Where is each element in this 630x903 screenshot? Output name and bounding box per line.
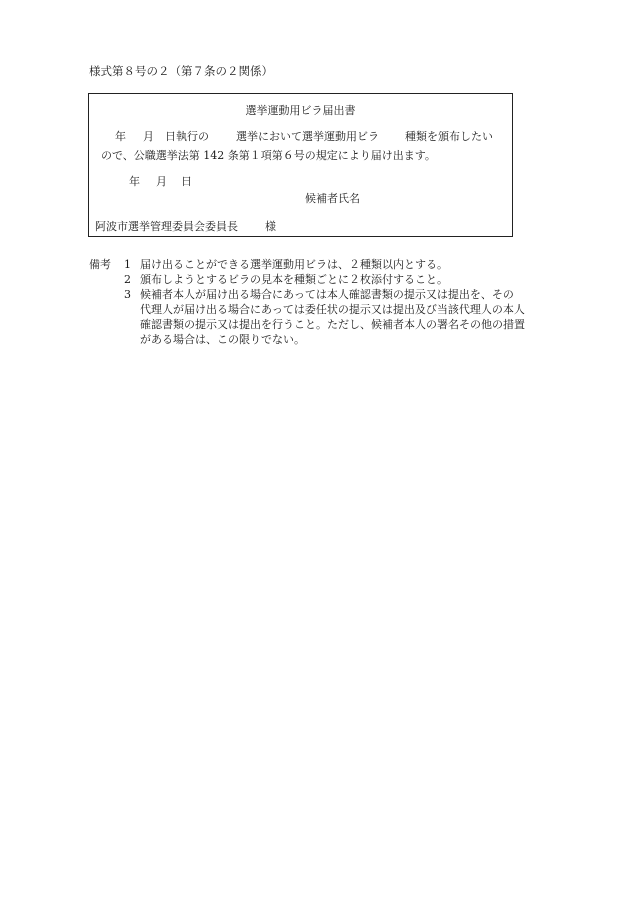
types-clause: 種類を頒布したい — [405, 130, 493, 143]
day-executed-label: 日執行の — [165, 130, 209, 143]
candidate-name-label: 候補者氏名 — [305, 192, 360, 205]
date-day: 日 — [181, 175, 192, 188]
honorific: 様 — [265, 220, 276, 233]
remark-number: 1 — [124, 258, 131, 271]
form-number-label: 様式第８号の２（第７条の２関係） — [89, 64, 273, 78]
remark-text: 候補者本人が届け出る場合にあっては本人確認書類の提示又は提出を、その — [140, 288, 514, 301]
year-label: 年 — [115, 130, 126, 143]
remarks-heading: 備考 — [89, 258, 111, 271]
month-label: 月 — [143, 130, 154, 143]
remark-number: 2 — [124, 273, 131, 286]
form-body-line-1 — [115, 128, 504, 144]
remark-text: 頒布しようとするビラの見本を種類ごとに２枚添付すること。 — [140, 273, 448, 286]
submission-date — [129, 173, 192, 189]
date-month: 月 — [156, 175, 167, 188]
remark-item-1 — [124, 256, 544, 272]
addressee-line — [95, 218, 276, 234]
remark-text: 届け出ることができる選挙運動用ビラは、２種類以内とする。 — [140, 258, 448, 271]
remark-item-3-line-4: がある場合は、この限りでない。 — [140, 333, 305, 346]
remark-item-3-line-3: 確認書類の提示又は提出を行うこと。ただし、候補者本人の署名その他の措置 — [140, 318, 525, 331]
form-title: 選挙運動用ビラ届出書 — [245, 104, 356, 117]
remark-item-2 — [124, 271, 544, 287]
remark-item-3-line-2: 代理人が届け出る場合にあっては委任状の提示又は提出及び当該代理人の本人 — [140, 303, 525, 316]
election-clause: 選挙において選挙運動用ビラ — [236, 130, 379, 143]
notification-form-box — [88, 93, 513, 237]
remark-number: 3 — [124, 288, 131, 301]
remark-item-3 — [124, 286, 544, 302]
form-body-line-2: ので、公職選挙法第 142 条第１項第６号の規定により届け出ます。 — [101, 149, 436, 162]
date-year: 年 — [129, 175, 140, 188]
addressee: 阿波市選挙管理委員会委員長 — [95, 220, 238, 233]
